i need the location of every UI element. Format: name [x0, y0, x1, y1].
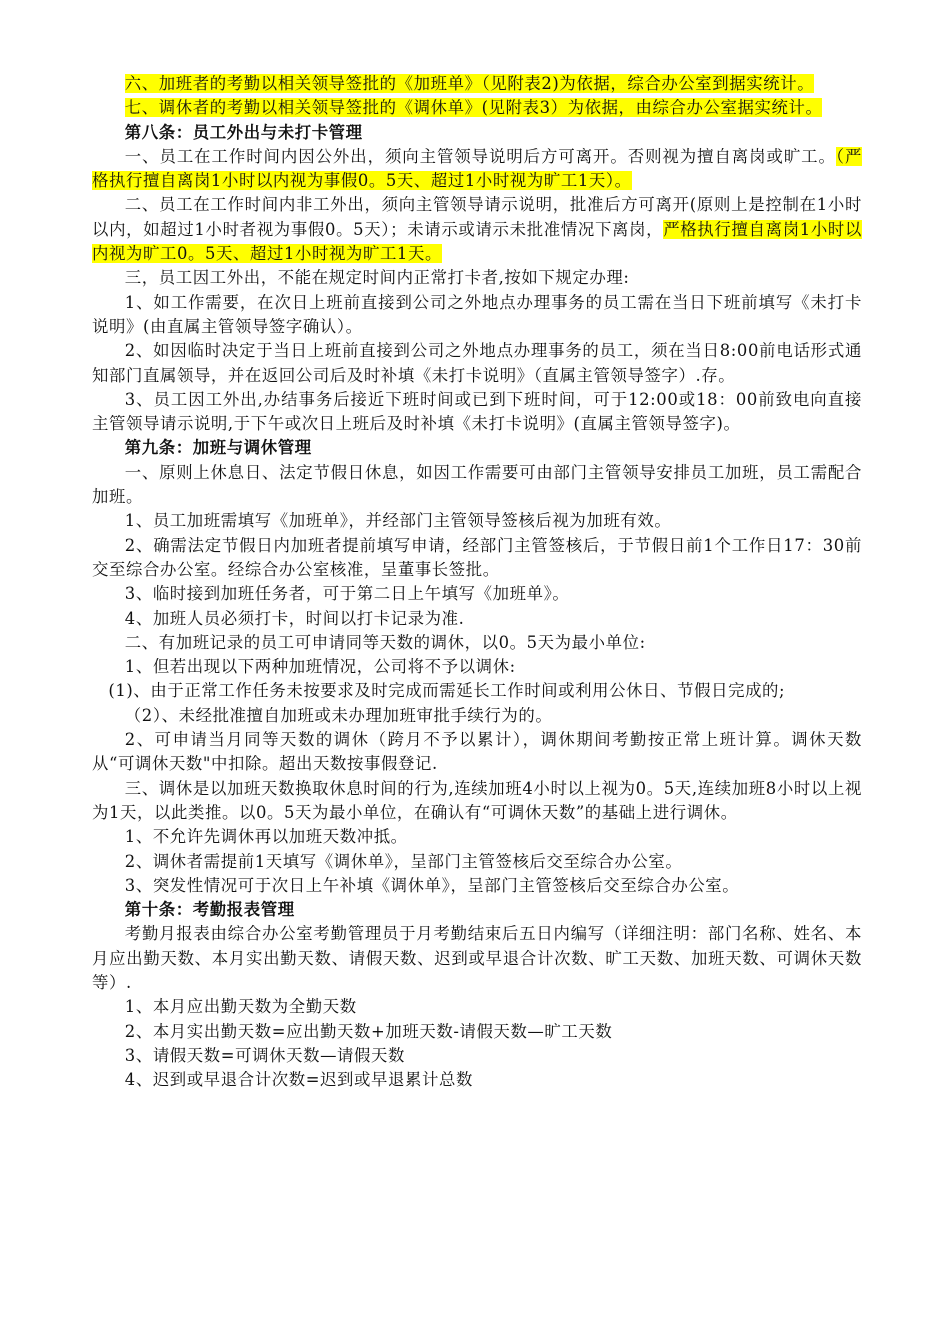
paragraph: [92, 96, 862, 120]
paragraph: 3、员工因工外出,办结事务后接近下班时间或已到下班时间，可于12:00或18：00前致电向直接主管领导请示说明,于下午或次日上班后及时补填《未打卡说明》(直属主管领导签字)。: [92, 389, 862, 434]
highlighted-text: 六、加班者的考勤以相关领导签批的《加班单》（见附表2)为依据，综合办公室到据实统计。: [124, 74, 815, 93]
paragraph-text: 一、员工在工作时间内因公外出，须向主管领导说明后方可离开。否则视为擅自离岗或旷工。: [124, 146, 836, 166]
paragraph: 4、加班人员必须打卡，时间以打卡记录为准.: [124, 608, 465, 628]
paragraph: 1、但若出现以下两种加班情况，公司将不予以调休:: [124, 657, 516, 677]
highlighted-text: 七、调休者的考勤以相关领导签批的《调休单》(见附表3）为依据，由综合办公室据实统计。: [124, 98, 823, 118]
highlighted-text: 严格执行擅自离岗1小时以内视为旷工0。5天、超过1小时视为旷工1天。: [92, 219, 862, 264]
paragraph: 2、调休者需提前1天填写《调休单》，呈部门主管签核后交至综合办公室。: [124, 851, 683, 871]
paragraph: 1、本月应出勤天数为全勤天数: [124, 997, 357, 1017]
section-heading: 第八条：员工外出与未打卡管理: [124, 122, 363, 142]
paragraph-text: 二、员工在工作时间内非工外出，须向主管领导请示说明，批准后方可离开(原则上是控制在1小时以内，如超过1小时者视为事假0。5天）；未请示或请示未批准情况下离岗，: [92, 195, 862, 239]
paragraph: 三、调休是以加班天数换取休息时间的行为,连续加班4小时以上视为0。5天,连续加班8小时以上视为1天，以此类推。以0。5天为最小单位，在确认有“可调休天数”的基础上进行调休。: [92, 778, 862, 822]
document-body: [92, 72, 862, 1092]
paragraph: 一、原则上休息日、法定节假日休息，如因工作需要可由部门主管领导安排员工加班，员工需配合加班。: [92, 462, 862, 507]
paragraph: (1)、由于正常工作任务未按要求及时完成而需延长工作时间或利用公休日、节假日完成的;: [108, 681, 786, 701]
paragraph: 2、确需法定节假日内加班者提前填写申请，经部门主管签核后，于节假日前1个工作日17：30前交至综合办公室。经综合办公室核准，呈董事长签批。: [92, 535, 862, 579]
paragraph: 3、突发性情况可于次日上午补填《调休单》，呈部门主管签核后交至综合办公室。: [124, 875, 740, 895]
paragraph: [92, 145, 862, 194]
paragraph: 3、临时接到加班任务者，可于第二日上午填写《加班单》。: [124, 584, 570, 604]
paragraph: （2）、未经批准擅自加班或未办理加班审批手续行为的。: [124, 705, 553, 725]
paragraph: [92, 193, 862, 266]
paragraph: 3、请假天数=可调休天数—请假天数: [124, 1045, 406, 1065]
paragraph: 考勤月报表由综合办公室考勤管理员于月考勤结束后五日内编写（详细注明：部门名称、姓名、本月应出勤天数、本月实出勤天数、请假天数、迟到或早退合计次数、旷工天数、加班天数、可调休天数等）.: [92, 924, 862, 992]
paragraph: 三，员工因工外出，不能在规定时间内正常打卡者,按如下规定办理:: [124, 268, 630, 288]
section-heading: 第十条：考勤报表管理: [124, 900, 295, 920]
section-heading: 第九条：加班与调休管理: [124, 438, 312, 458]
paragraph: 4、迟到或早退合计次数=迟到或早退累计总数: [124, 1070, 473, 1090]
paragraph: 2、本月实出勤天数=应出勤天数+加班天数-请假天数—旷工天数: [124, 1021, 613, 1041]
paragraph: 1、员工加班需填写《加班单》，并经部门主管领导签核后视为加班有效。: [124, 511, 672, 531]
paragraph: 1、如工作需要，在次日上班前直接到公司之外地点办理事务的员工需在当日下班前填写《未打卡说明》(由直属主管领导签字确认）。: [92, 292, 862, 336]
paragraph: 1、不允许先调休再以加班天数冲抵。: [124, 827, 408, 847]
highlighted-text: （严格执行擅自离岗1小时以内视为事假0。5天、超过1小时视为旷工1天）。: [92, 146, 862, 191]
paragraph: 2、可申请当月同等天数的调休（跨月不予以累计），调休期间考勤按正常上班计算。调休天数从“可调休天数"中扣除。超出天数按事假登记.: [92, 730, 862, 774]
paragraph: 二、有加班记录的员工可申请同等天数的调休，以0。5天为最小单位:: [124, 632, 646, 652]
paragraph: [92, 72, 862, 96]
paragraph: 2、如因临时决定于当日上班前直接到公司之外地点办理事务的员工，须在当日8:00前电话形式通知部门直属领导，并在返回公司后及时补填《未打卡说明》（直属主管领导签字）.存。: [92, 341, 862, 385]
